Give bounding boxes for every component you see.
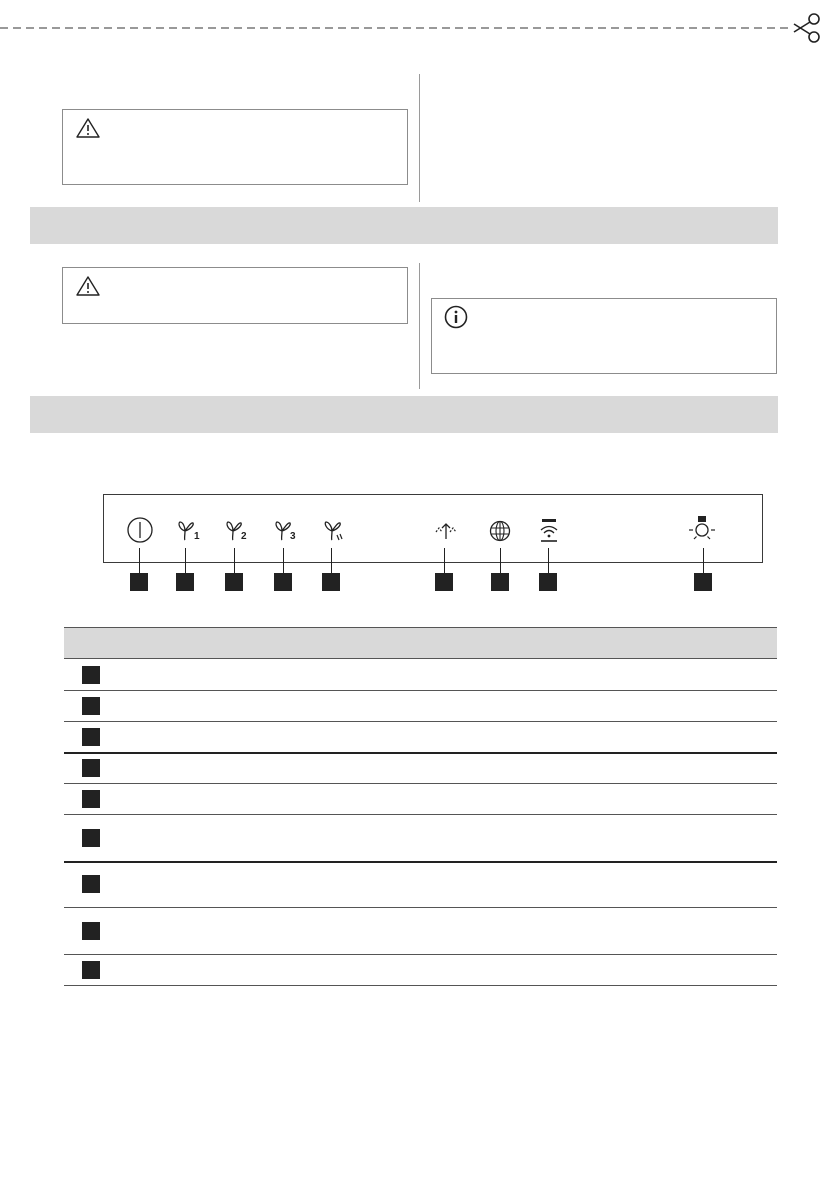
callout-line xyxy=(548,548,549,573)
callout-line xyxy=(331,548,332,573)
warning-box xyxy=(62,109,408,185)
info-circle-icon xyxy=(443,304,469,330)
table-row-marker xyxy=(82,697,100,715)
table-row-marker xyxy=(82,961,100,979)
breeze-icon xyxy=(432,519,460,543)
table-row-marker xyxy=(82,759,100,777)
table-row-divider xyxy=(64,721,777,722)
table-row-divider xyxy=(64,783,777,784)
table-row-marker xyxy=(82,922,100,940)
table-row-divider xyxy=(64,954,777,955)
info-box xyxy=(431,298,777,374)
section-header-band xyxy=(30,207,778,244)
callout-line xyxy=(283,548,284,573)
grease-filter-icon xyxy=(487,518,513,544)
table-row-marker xyxy=(82,666,100,684)
callout-marker xyxy=(176,573,194,591)
table-row-divider xyxy=(64,690,777,691)
callout-line xyxy=(185,548,186,573)
table-row-marker xyxy=(82,829,100,847)
callout-line xyxy=(703,548,704,573)
control-panel-diagram xyxy=(103,494,763,563)
scissors-icon xyxy=(794,14,819,42)
svg-text:3: 3 xyxy=(290,531,296,542)
fan-speed-2-icon xyxy=(223,519,249,543)
table-header xyxy=(64,627,777,659)
callout-marker xyxy=(130,573,148,591)
column-divider xyxy=(419,74,420,202)
table-row-divider xyxy=(64,985,777,986)
svg-text:1: 1 xyxy=(194,531,200,542)
callout-line xyxy=(500,548,501,573)
table-row-divider xyxy=(64,752,777,754)
light-icon xyxy=(687,514,717,544)
callout-marker xyxy=(322,573,340,591)
hob2hood-icon xyxy=(536,516,562,544)
power-icon xyxy=(125,515,155,545)
callout-marker xyxy=(435,573,453,591)
fan-speed-3-icon xyxy=(272,519,298,543)
callout-line xyxy=(234,548,235,573)
warning-triangle-icon xyxy=(75,275,101,297)
column-divider xyxy=(419,263,420,389)
table-row-divider xyxy=(64,907,777,908)
callout-marker xyxy=(225,573,243,591)
callout-line xyxy=(444,548,445,573)
svg-text:2: 2 xyxy=(241,531,247,542)
section-header-band xyxy=(30,396,778,433)
table-row-divider xyxy=(64,814,777,815)
callout-marker xyxy=(274,573,292,591)
table-row-marker xyxy=(82,790,100,808)
table-row-divider xyxy=(64,861,777,863)
fan-speed-1-icon xyxy=(175,519,201,543)
fan-boost-icon xyxy=(320,519,346,543)
table-row-marker xyxy=(82,728,100,746)
callout-marker xyxy=(539,573,557,591)
warning-triangle-icon xyxy=(75,117,101,139)
table-row-marker xyxy=(82,875,100,893)
callout-line xyxy=(139,548,140,573)
callout-marker xyxy=(694,573,712,591)
callout-marker xyxy=(491,573,509,591)
cut-line xyxy=(0,0,839,60)
warning-box xyxy=(62,267,408,324)
